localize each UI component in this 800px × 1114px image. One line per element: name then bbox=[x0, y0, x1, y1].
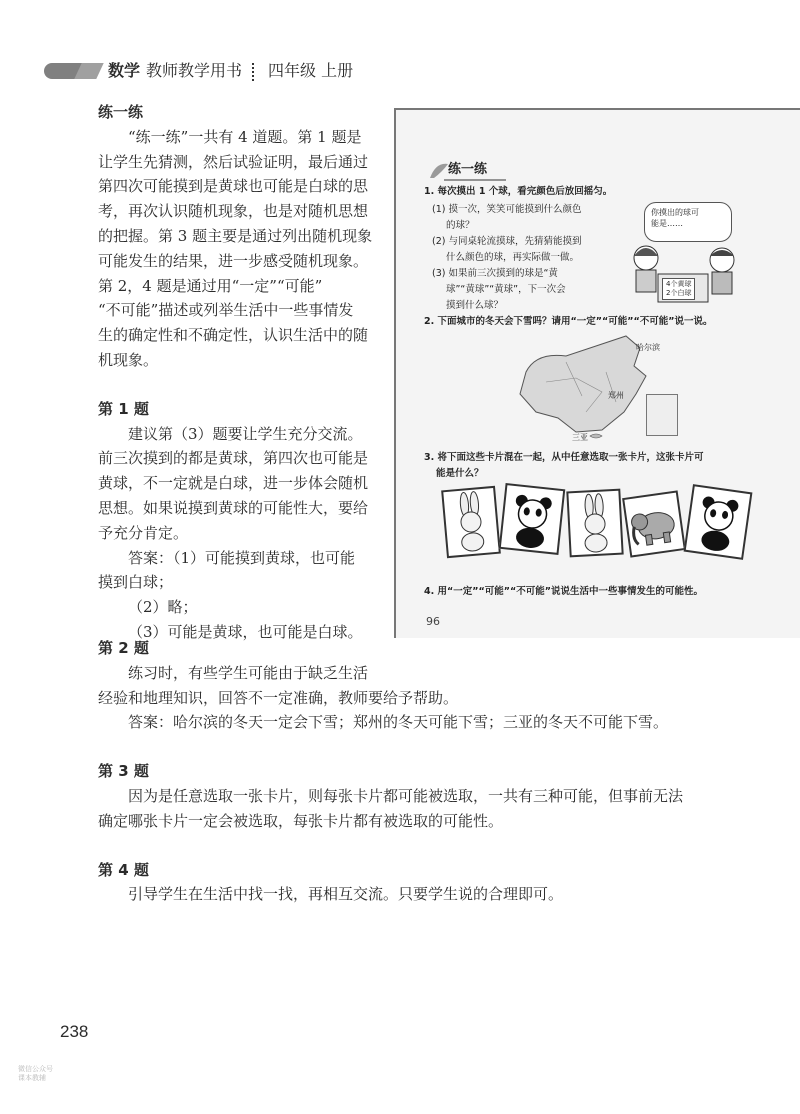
intro-line: “不可能”描述或列举生活中一些事情发 bbox=[98, 301, 354, 320]
city-label-harbin: 哈尔滨 bbox=[636, 343, 660, 352]
q1-title: 第 1 题 bbox=[98, 399, 149, 418]
textbook-q1-sub bbox=[432, 202, 642, 314]
textbook-q2: 2. 下面城市的冬天会下雪吗？请用“一定”“可能”“不可能”说一说。 bbox=[424, 316, 713, 327]
left-column bbox=[98, 100, 388, 645]
q2-answer: 答案：哈尔滨的冬天一定会下雪；郑州的冬天可能下雪；三亚的冬天不可能下雪。 bbox=[128, 713, 669, 732]
card-rabbit bbox=[441, 486, 501, 558]
q1-answer-line: （2）略； bbox=[128, 598, 198, 617]
card-elephant bbox=[622, 490, 686, 557]
textbook-q1: 1. 每次摸出 1 个球，看完颜色后放回摇匀。 bbox=[424, 186, 613, 197]
q1-sub-line: (3) 如果前三次摸到的球是“黄 bbox=[432, 268, 558, 279]
rabbit-icon bbox=[443, 488, 498, 556]
q3-line: 3. 将下面这些卡片混在一起，从中任意选取一张卡片，这张卡片可 bbox=[424, 452, 704, 463]
q1-sub-line: 的球？ bbox=[446, 220, 475, 231]
watermark bbox=[18, 1065, 53, 1083]
q1-answer-line: 摸到白球； bbox=[98, 573, 174, 592]
intro-line: 让学生先猜测，然后试验证明，最后通过 bbox=[98, 152, 369, 171]
rabbit-icon bbox=[568, 491, 621, 556]
south-sea-inset-map bbox=[646, 394, 678, 436]
intro-line: 第 2，4 题是通过用“一定”“可能” bbox=[98, 276, 323, 295]
q4-title: 第 4 题 bbox=[98, 860, 149, 879]
q3-title: 第 3 题 bbox=[98, 762, 149, 781]
q2-title: 第 2 题 bbox=[98, 639, 149, 657]
bubble-line: 能是…… bbox=[651, 219, 683, 228]
intro-line: 的把握。第 3 题主要是通过列出随机现象 bbox=[98, 226, 373, 245]
box-label-line: 2个白球 bbox=[666, 289, 692, 297]
intro-line: 第四次可能摸到是黄球也可能是白球的思 bbox=[98, 177, 369, 196]
q1-answer-line: （3）可能是黄球，也可能是白球。 bbox=[128, 622, 363, 641]
textbook-title-banner bbox=[426, 160, 518, 182]
city-label-sanya: 三亚 bbox=[572, 433, 588, 442]
intro-line: “练一练”一共有 4 道题。第 1 题是 bbox=[128, 127, 362, 146]
page-header bbox=[108, 58, 353, 81]
q2-line: 经验和地理知识，回答不一定准确，教师要给予帮助。 bbox=[98, 688, 459, 707]
textbook-page-number: 96 bbox=[426, 615, 440, 628]
bubble-line: 你摸出的球可 bbox=[651, 208, 699, 217]
intro-line: 可能发生的结果，进一步感受随机现象。 bbox=[98, 251, 369, 270]
textbook-q4: 4. 用“一定”“可能”“不可能”说说生活中一些事情发生的可能性。 bbox=[424, 586, 703, 597]
section-title: 练一练 bbox=[98, 103, 144, 121]
textbook-title: 练一练 bbox=[448, 162, 488, 177]
q1-sub-line: 摸到什么球？ bbox=[446, 300, 504, 311]
box-label-line: 4个黄球 bbox=[666, 280, 692, 288]
intro-line: 考，再次认识随机现象，也是对随机思想 bbox=[98, 202, 369, 221]
full-width-sections bbox=[98, 636, 738, 907]
textbook-q3 bbox=[424, 450, 754, 482]
q1-line: 予充分肯定。 bbox=[98, 523, 189, 542]
city-label-zhengzhou: 郑州 bbox=[608, 391, 624, 400]
panda-icon bbox=[501, 485, 563, 553]
intro-line: 生的确定性和不确定性，认识生活中的随 bbox=[98, 326, 369, 345]
q1-sub-line: (2) 与同桌轮流摸球，先猜猜能摸到 bbox=[432, 236, 582, 247]
header-book: 教师教学用书 bbox=[146, 61, 243, 80]
q1-sub-line: (1) 摸一次，笑笑可能摸到什么颜色 bbox=[432, 204, 582, 215]
watermark-line: 课本教辅 bbox=[18, 1074, 46, 1082]
header-grade: 四年级 上册 bbox=[268, 61, 354, 80]
q4-line: 引导学生在生活中找一找，再相互交流。只要学生说的合理即可。 bbox=[128, 885, 564, 904]
header-separator bbox=[252, 63, 258, 81]
q3-line: 因为是任意选取一张卡片，则每张卡片都可能被选取，一共有三种可能，但事前无法 bbox=[128, 786, 684, 805]
card-panda bbox=[499, 483, 566, 555]
q1-line: 思想。如果说摸到黄球的可能性大，要给 bbox=[98, 498, 369, 517]
ball-box-label bbox=[662, 278, 695, 300]
card-rabbit bbox=[566, 489, 623, 558]
intro-line: 机现象。 bbox=[98, 350, 159, 369]
q1-answer-line: 答案：（1）可能摸到黄球，也可能 bbox=[128, 548, 356, 567]
panda-icon bbox=[686, 486, 750, 557]
textbook-page-inset bbox=[394, 108, 800, 638]
q3-line: 确定哪张卡片一定会被选取，每张卡片都有被选取的可能性。 bbox=[98, 811, 504, 830]
speech-bubble bbox=[644, 202, 732, 242]
q1-line: 建议第（3）题要让学生充分交流。 bbox=[128, 424, 363, 443]
page-number: 238 bbox=[60, 1022, 89, 1041]
card-panda bbox=[684, 484, 753, 560]
elephant-icon bbox=[624, 493, 683, 556]
q2-line: 练习时，有些学生可能由于缺乏生活 bbox=[128, 663, 369, 682]
q1-line: 前三次摸到的都是黄球，第四次也可能是 bbox=[98, 449, 369, 468]
header-subject: 数学 bbox=[108, 61, 141, 80]
q3-line: 能是什么？ bbox=[436, 468, 484, 479]
q1-sub-line: 什么颜色的球，再实际做一做。 bbox=[446, 252, 580, 263]
watermark-line: 微信公众号 bbox=[18, 1065, 53, 1073]
q1-line: 黄球，不一定就是白球，进一步体会随机 bbox=[98, 474, 369, 493]
q1-sub-line: 球”“黄球”“黄球”，下一次会 bbox=[446, 284, 566, 295]
